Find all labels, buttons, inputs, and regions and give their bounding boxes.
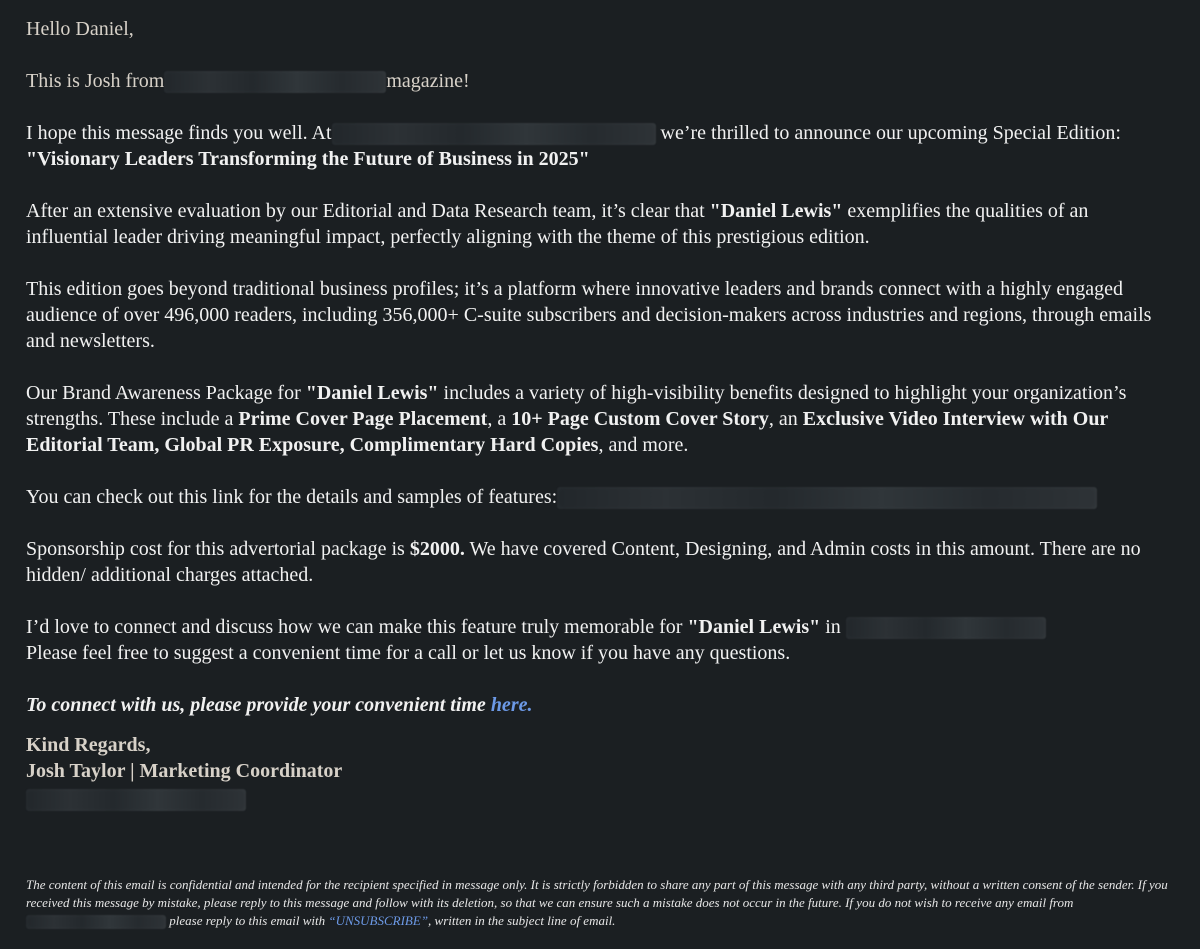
- connect-paragraph: [26, 614, 1174, 666]
- package-benefit-2: 10+ Page Custom Cover Story: [511, 408, 769, 430]
- connect-line-2: Please feel free to suggest a convenient time for a call or let us know if you have any questions.: [26, 642, 791, 664]
- edition-paragraph: This edition goes beyond traditional business profiles; it’s a platform where innovative leaders and brands connect with a highly engaged audience of over 496,000 readers, including 356,000+ C-suite subscribers and decision-makers across industries and regions, through emails and newsletters.: [26, 278, 1152, 352]
- disclaimer-part-2: please reply to this email with: [169, 913, 326, 928]
- redacted-signature-company: [26, 789, 246, 811]
- signature-closing: Kind Regards,: [26, 734, 151, 756]
- package-text-5: , and more.: [598, 434, 689, 456]
- announce-text-after: we’re thrilled to announce our upcoming Special Edition:: [660, 122, 1121, 144]
- link-paragraph: [26, 484, 1174, 510]
- connect-name: "Daniel Lewis": [687, 616, 821, 638]
- disclaimer-part-3: , written in the subject line of email.: [428, 913, 616, 928]
- edition-title: "Visionary Leaders Transforming the Future of Business in 2025": [26, 148, 590, 170]
- link-line-text: You can check out this link for the details and samples of features:: [26, 486, 558, 508]
- signature-company: [26, 786, 1174, 812]
- connect-text-before: I’d love to connect and discuss how we can make this feature truly memorable for: [26, 616, 688, 638]
- announce-text-before: I hope this message finds you well. At: [26, 122, 332, 144]
- package-text-1: Our Brand Awareness Package for: [26, 382, 306, 404]
- cta-line: [26, 692, 1174, 718]
- package-benefit-1: Prime Cover Page Placement: [238, 408, 488, 430]
- signature-name-title: Josh Taylor | Marketing Coordinator: [26, 760, 343, 782]
- redacted-magazine-name-2: [846, 617, 1046, 639]
- unsubscribe-link[interactable]: “UNSUBSCRIBE”: [328, 913, 429, 928]
- intro-paragraph: [26, 68, 1174, 94]
- cost-text-after: We have covered Content, Designing, and Admin costs in this amount. There are no hidden/ additional charges attached.: [26, 538, 1141, 586]
- package-text-2: includes a variety of high-visibility benefits designed to highlight your organization’s strengths. These include a: [26, 382, 1127, 430]
- evaluation-text-before: After an extensive evaluation by our Editorial and Data Research team, it’s clear that: [26, 200, 710, 222]
- intro-text-after: magazine!: [386, 70, 470, 92]
- redacted-magazine-name: [164, 71, 386, 93]
- evaluation-paragraph: [26, 198, 1174, 250]
- package-text-3: , a: [487, 408, 512, 430]
- intro-text-before: This is Josh from: [26, 70, 165, 92]
- package-paragraph: [26, 380, 1174, 458]
- cta-here-link[interactable]: here.: [490, 694, 533, 716]
- footer-disclaimer: [26, 876, 1182, 930]
- announce-paragraph: [26, 120, 1174, 172]
- connect-text-in: in: [820, 616, 841, 638]
- package-text-4: , an: [768, 408, 803, 430]
- cost-text-before: Sponsorship cost for this advertorial package is: [26, 538, 410, 560]
- disclaimer-part-1: The content of this email is confidential and intended for the recipient specified in message only. It is strictly forbidden to share any part of this message with any third party, without a written consent of the sender. If you received this message by mistake, please reply to this message and follow with its deletion, so that we can ensure such a mistake does not occur in the future. If you do not wish to receive any email from: [26, 877, 1168, 910]
- package-benefit-3: Exclusive Video Interview with Our Editorial Team, Global PR Exposure, Complimentary Hard Copies: [26, 408, 1108, 456]
- evaluation-name: "Daniel Lewis": [709, 200, 843, 222]
- redacted-features-link[interactable]: [557, 487, 1097, 509]
- cta-text: To connect with us, please provide your convenient time: [26, 694, 491, 716]
- greeting: Hello Daniel,: [26, 18, 134, 40]
- redacted-disclaimer-company: [26, 915, 166, 929]
- redacted-company-name: [332, 123, 656, 145]
- package-name: "Daniel Lewis": [305, 382, 439, 404]
- cost-paragraph: [26, 536, 1174, 588]
- cost-amount: $2000.: [409, 538, 465, 560]
- evaluation-text-after: exemplifies the qualities of an influential leader driving meaningful impact, perfectly aligning with the theme of this prestigious edition.: [26, 200, 1089, 248]
